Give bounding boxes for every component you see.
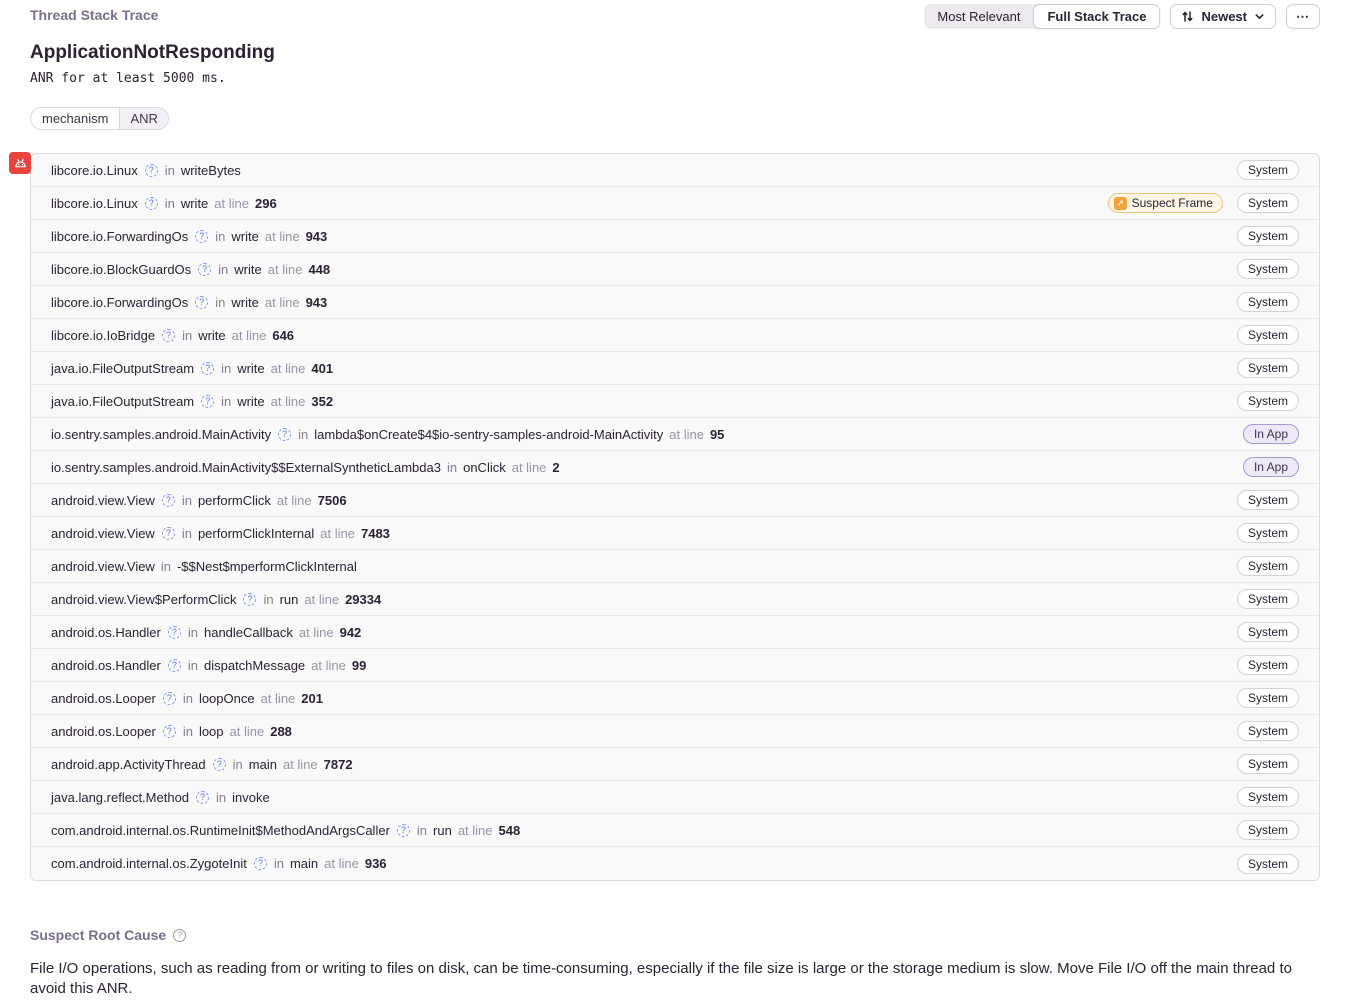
frame-module: io.sentry.samples.android.MainActivity (51, 426, 272, 442)
frame-at-line-label: at line (298, 624, 334, 640)
frame-function: run (433, 822, 452, 838)
question-mark-icon[interactable]: ? (145, 164, 158, 177)
frame-line-number: 352 (311, 393, 334, 409)
frame-module: android.view.View (51, 558, 155, 574)
frame-function: handleCallback (203, 624, 293, 640)
question-mark-icon[interactable]: ? (162, 527, 175, 540)
stack-frame-row[interactable] (31, 418, 1319, 451)
frame-module: com.android.internal.os.RuntimeInit$MethodAndArgsCaller (51, 822, 390, 838)
question-mark-icon[interactable]: ? (201, 362, 214, 375)
frame-module: android.view.View$PerformClick (51, 591, 237, 607)
frame-module: libcore.io.BlockGuardOs (51, 261, 192, 277)
frame-at-line-label: at line (264, 228, 300, 244)
frame-at-line-label: at line (267, 261, 303, 277)
frame-function: onClick (463, 459, 506, 475)
question-mark-icon[interactable]: ? (195, 296, 208, 309)
frame-line-number: 548 (498, 822, 521, 838)
frame-in-label: in (182, 327, 193, 343)
frame-function: write (231, 228, 259, 244)
frame-at-line-label: at line (311, 657, 346, 673)
frame-origin-badge: System (1237, 490, 1299, 510)
frame-module: libcore.io.Linux (51, 195, 138, 211)
stack-frame-row[interactable] (31, 583, 1319, 616)
suspect-frame-badge[interactable] (1108, 193, 1223, 213)
frame-at-line-label: at line (511, 459, 547, 475)
question-mark-icon[interactable]: ? (163, 692, 176, 705)
frame-origin-badge: System (1237, 556, 1299, 576)
frame-at-line-label: at line (282, 756, 318, 772)
frame-in-label: in (273, 856, 284, 871)
frame-in-label: in (187, 657, 198, 673)
frame-origin-badge: System (1237, 721, 1299, 741)
frame-in-label: in (216, 789, 227, 805)
ellipsis-icon: ⋯ (1296, 8, 1310, 24)
frame-at-line-label: at line (214, 195, 249, 211)
frame-at-line-label: at line (320, 525, 355, 541)
stack-frame-row[interactable] (31, 550, 1319, 583)
tags (30, 107, 1320, 130)
frame-line-number: 7483 (360, 525, 390, 541)
frame-module: android.os.Handler (51, 624, 161, 640)
frame-origin-badge: System (1237, 259, 1299, 279)
frame-line-number: 201 (301, 690, 323, 706)
frame-function: write (234, 261, 262, 277)
more-options-button[interactable] (1286, 4, 1320, 29)
frame-at-line-label: at line (270, 393, 306, 409)
frame-in-label: in (298, 426, 309, 442)
question-mark-icon[interactable]: ? (243, 593, 256, 606)
frame-function: performClickInternal (197, 525, 315, 541)
frame-origin-badge: System (1237, 160, 1299, 180)
frame-module: io.sentry.samples.android.MainActivity$$ExternalSyntheticLambda3 (51, 459, 441, 475)
question-mark-icon[interactable]: ? (168, 659, 181, 672)
frame-origin-badge: System (1237, 820, 1299, 840)
error-subtitle: ANR for at least 5000 ms. (30, 71, 226, 86)
frame-function: dispatchMessage (203, 657, 306, 673)
frame-module: java.io.FileOutputStream (51, 360, 195, 376)
frame-origin-badge: System (1237, 325, 1299, 345)
external-link-icon: ↗ (1114, 197, 1127, 210)
frame-function: write (237, 360, 265, 376)
frame-in-label: in (215, 294, 226, 310)
stack-trace-section (30, 153, 1320, 881)
frame-origin-badge: System (1237, 523, 1299, 543)
frame-in-label: in (221, 360, 232, 376)
frame-module: libcore.io.IoBridge (51, 327, 156, 343)
frame-module: java.io.FileOutputStream (51, 393, 195, 409)
frame-origin-badge: System (1237, 193, 1299, 213)
sort-newest-button[interactable] (1170, 4, 1276, 29)
frame-line-number: 29334 (345, 591, 382, 607)
frame-origin-badge: System (1237, 655, 1299, 675)
frame-module: java.lang.reflect.Method (51, 789, 190, 805)
android-platform-icon (9, 152, 31, 174)
error-title: ApplicationNotResponding (30, 42, 275, 63)
topbar (30, 0, 1320, 29)
frame-in-label: in (446, 459, 458, 475)
stack-frame-row[interactable] (31, 517, 1319, 550)
frame-origin-badge: System (1237, 688, 1299, 708)
frame-line-number: 943 (305, 294, 328, 310)
frame-function: -$$Nest$mperformClickInternal (176, 558, 357, 574)
frame-line-number: 936 (364, 856, 387, 871)
help-icon[interactable]: ? (173, 929, 186, 942)
frame-function: loopOnce (198, 690, 255, 706)
stack-frame-row[interactable] (31, 253, 1319, 286)
question-mark-icon[interactable]: ? (163, 725, 176, 738)
frame-at-line-label: at line (304, 591, 340, 607)
frame-function: writeBytes (180, 162, 241, 178)
question-mark-icon[interactable]: ? (162, 494, 175, 507)
frame-origin-badge: System (1237, 358, 1299, 378)
frame-module: libcore.io.ForwardingOs (51, 228, 189, 244)
tag-mechanism[interactable] (30, 107, 169, 130)
stack-frame-row[interactable] (31, 385, 1319, 418)
frame-in-label: in (182, 723, 193, 739)
frame-in-label: in (182, 690, 193, 706)
frame-function: loop (198, 723, 224, 739)
frame-in-label: in (160, 558, 171, 574)
tag-value: ANR (119, 108, 167, 129)
stack-frame-row[interactable] (31, 616, 1319, 649)
frame-line-number: 943 (305, 228, 328, 244)
question-mark-icon[interactable]: ? (162, 329, 175, 342)
frame-at-line-label: at line (264, 294, 300, 310)
frame-at-line-label: at line (669, 426, 704, 442)
stack-trace-list (30, 153, 1320, 881)
frame-module: android.os.Looper (51, 723, 156, 739)
question-mark-icon[interactable]: ? (195, 230, 208, 243)
question-mark-icon[interactable]: ? (198, 263, 211, 276)
frame-origin-badge: System (1237, 292, 1299, 312)
chevron-down-icon (1254, 11, 1265, 22)
frame-function: lambda$onCreate$4$io-sentry-samples-android-MainActivity (314, 426, 664, 442)
frame-in-label: in (232, 756, 243, 772)
frame-in-label: in (187, 624, 198, 640)
frame-module: libcore.io.Linux (51, 162, 138, 178)
frame-origin-badge: System (1237, 787, 1299, 807)
stack-frame-row[interactable] (31, 748, 1319, 781)
stack-frame-row[interactable] (31, 649, 1319, 682)
frame-line-number: 401 (311, 360, 334, 376)
frame-at-line-label: at line (270, 360, 306, 376)
frame-function: main (289, 856, 319, 871)
frame-module: android.app.ActivityThread (51, 756, 206, 772)
stack-frame-row[interactable] (31, 220, 1319, 253)
frame-function: write (198, 327, 226, 343)
question-mark-icon[interactable]: ? (213, 758, 226, 771)
stack-frame-row[interactable] (31, 484, 1319, 517)
sort-arrows-icon (1181, 10, 1194, 23)
stack-frame-row[interactable] (31, 154, 1319, 187)
tag-key: mechanism (42, 111, 109, 126)
frame-function: invoke (232, 789, 270, 805)
frame-in-label: in (215, 228, 226, 244)
stack-frame-row[interactable] (31, 781, 1319, 814)
frame-at-line-label: at line (231, 327, 267, 343)
stack-frame-row[interactable] (31, 319, 1319, 352)
frame-line-number: 448 (308, 261, 331, 277)
frame-line-number: 646 (272, 327, 295, 343)
frame-origin-badge: In App (1243, 424, 1299, 444)
frame-line-number: 2 (552, 459, 560, 475)
frame-line-number: 7872 (323, 756, 353, 772)
frame-at-line-label: at line (457, 822, 493, 838)
section-title: Thread Stack Trace (30, 7, 159, 23)
question-mark-icon[interactable]: ? (168, 626, 181, 639)
header-controls (924, 4, 1320, 29)
frame-line-number: 942 (339, 624, 362, 640)
frame-function: performClick (197, 492, 271, 508)
question-mark-icon[interactable]: ? (145, 197, 158, 210)
sort-label: Newest (1201, 9, 1247, 24)
stack-frame-row[interactable] (31, 682, 1319, 715)
frame-origin-badge: System (1237, 854, 1299, 874)
question-mark-icon[interactable]: ? (397, 824, 410, 837)
view-toggle (924, 4, 1160, 29)
stack-frame-row[interactable] (31, 286, 1319, 319)
frame-origin-badge: System (1237, 589, 1299, 609)
frame-module: libcore.io.ForwardingOs (51, 294, 189, 310)
stack-frame-row[interactable] (31, 352, 1319, 385)
root-cause-description: File I/O operations, such as reading from or writing to files on disk, can be time-consuming, especially if the file size is large or the storage medium is slow. Move File I/O off the main thread to avoid this ANR. (30, 960, 1292, 998)
frame-module: android.view.View (51, 492, 155, 508)
frame-origin-badge: System (1237, 754, 1299, 774)
frame-in-label: in (164, 162, 175, 178)
question-mark-icon[interactable]: ? (196, 791, 209, 804)
frame-module: android.view.View (51, 525, 155, 541)
question-mark-icon[interactable]: ? (278, 428, 291, 441)
suspect-root-cause-section (30, 927, 1320, 1000)
frame-function: write (231, 294, 259, 310)
question-mark-icon[interactable]: ? (254, 857, 267, 870)
toggle-most-relevant[interactable]: Most Relevant (937, 9, 1021, 24)
frame-at-line-label: at line (229, 723, 265, 739)
frame-function: write (180, 195, 209, 211)
frame-line-number: 7506 (317, 492, 347, 508)
frame-origin-badge: System (1237, 622, 1299, 642)
frame-at-line-label: at line (260, 690, 296, 706)
frame-function: write (237, 393, 265, 409)
toggle-full-stack-trace[interactable]: Full Stack Trace (1033, 4, 1160, 29)
frame-module: android.os.Handler (51, 657, 161, 673)
frame-module: android.os.Looper (51, 690, 156, 706)
frame-line-number: 99 (351, 657, 367, 673)
stack-frame-row[interactable] (31, 847, 1319, 880)
stack-frame-row[interactable] (31, 814, 1319, 847)
frame-origin-badge: System (1237, 226, 1299, 246)
frame-at-line-label: at line (276, 492, 312, 508)
frame-in-label: in (181, 492, 192, 508)
frame-in-label: in (218, 261, 229, 277)
frame-line-number: 296 (255, 195, 277, 211)
frame-function: main (248, 756, 277, 772)
stack-frame-row[interactable] (31, 187, 1319, 220)
frame-in-label: in (263, 591, 274, 607)
stack-frame-row[interactable] (31, 451, 1319, 484)
frame-origin-badge: In App (1243, 457, 1299, 477)
stack-frame-row[interactable] (31, 715, 1319, 748)
frame-at-line-label: at line (324, 856, 359, 871)
frame-in-label: in (416, 822, 428, 838)
frame-in-label: in (164, 195, 175, 211)
question-mark-icon[interactable]: ? (201, 395, 214, 408)
frame-line-number: 95 (709, 426, 725, 442)
frame-module: com.android.internal.os.ZygoteInit (51, 856, 247, 871)
frame-in-label: in (221, 393, 232, 409)
frame-line-number: 288 (270, 723, 292, 739)
frame-function: run (279, 591, 299, 607)
frame-origin-badge: System (1237, 391, 1299, 411)
root-cause-title: Suspect Root Cause (30, 927, 167, 943)
frame-in-label: in (181, 525, 192, 541)
suspect-frame-label: Suspect Frame (1131, 196, 1213, 210)
